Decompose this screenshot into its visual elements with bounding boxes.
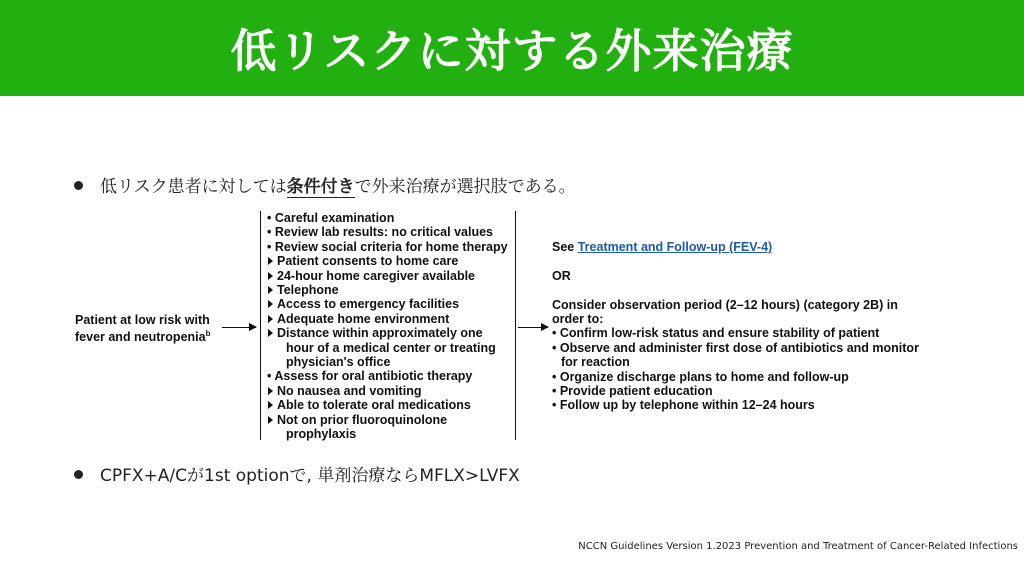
triangle-bullet-icon [268, 315, 273, 323]
slide-title: 低リスクに対する外来治療 [230, 24, 794, 78]
outcome-item: • Confirm low-risk status and ensure stability of patient [552, 326, 880, 341]
outcome-item: • Provide patient education [552, 384, 713, 399]
bullet2-text: CPFX+A/Cが1st optionで, 単剤治療ならMFLX>LVFX [100, 466, 520, 486]
criteria-subitem-continued: physician's office [286, 355, 391, 370]
outcome-box [552, 240, 919, 413]
criteria-subitem-continued: prophylaxis [286, 427, 357, 442]
outcome-item: • Organize discharge plans to home and follow-up [552, 369, 849, 384]
or-label: OR [552, 268, 571, 283]
consider-line-1: Consider observation period (2–12 hours) (category 2B) in [552, 297, 898, 312]
criteria-subitem: Able to tolerate oral medications [277, 398, 471, 413]
patient-label [75, 313, 210, 345]
source-citation: NCCN Guidelines Version 1.2023 Prevention and Treatment of Cancer-Related Infections [578, 541, 1018, 552]
bullet-dot-icon [74, 181, 83, 190]
outcome-item: • Observe and administer first dose of antibiotics and monitor [552, 340, 919, 355]
triangle-bullet-icon [268, 257, 273, 265]
treatment-followup-link[interactable]: Treatment and Follow-up (FEV-4) [577, 240, 773, 254]
patient-line-1: Patient at low risk with [75, 313, 210, 327]
criteria-item: • Review lab results: no critical values [267, 225, 493, 240]
bullet1-pre: 低リスク患者に対しては [100, 177, 287, 197]
arrow-right-icon [518, 327, 548, 328]
criteria-subitem: No nausea and vomiting [277, 383, 422, 398]
criteria-box [260, 211, 508, 440]
arrow-right-icon [222, 327, 256, 328]
criteria-subitem: Not on prior fluoroquinolone [277, 412, 448, 427]
bullet-item-1 [74, 172, 576, 197]
see-label: See [552, 240, 575, 254]
criteria-subitem: Adequate home environment [277, 311, 450, 326]
triangle-bullet-icon [268, 272, 273, 280]
criteria-subitem: Telephone [277, 283, 339, 298]
criteria-item: • Careful examination [267, 211, 395, 225]
triangle-bullet-icon [268, 329, 273, 337]
criteria-subitem-continued: hour of a medical center or treating [286, 340, 496, 355]
triangle-bullet-icon [268, 416, 273, 424]
bullet-item-2 [74, 461, 520, 486]
outcome-item-continued: for reaction [561, 355, 630, 370]
consider-line-2: order to: [552, 312, 604, 326]
bullet1-emphasis: 条件付き [286, 177, 355, 197]
criteria-subitem: Distance within approximately one [277, 326, 483, 341]
triangle-bullet-icon [268, 387, 273, 395]
criteria-subitem: Patient consents to home care [277, 254, 459, 269]
criteria-item: • Review social criteria for home therapy [267, 239, 508, 254]
outcome-item: • Follow up by telephone within 12–24 hours [552, 398, 815, 413]
criteria-subitem: Access to emergency facilities [277, 297, 460, 312]
bullet1-post: で外来治療が選択肢である。 [354, 177, 576, 197]
patient-line-2: fever and neutropenia [75, 330, 206, 345]
criteria-item: • Assess for oral antibiotic therapy [267, 369, 473, 384]
bullet-dot-icon [74, 470, 83, 479]
criteria-subitem: 24-hour home caregiver available [277, 268, 476, 283]
triangle-bullet-icon [268, 300, 273, 308]
title-banner [0, 0, 1024, 96]
divider-line [515, 211, 516, 440]
triangle-bullet-icon [268, 401, 273, 409]
footnote-b: b [205, 329, 211, 339]
triangle-bullet-icon [268, 286, 273, 294]
